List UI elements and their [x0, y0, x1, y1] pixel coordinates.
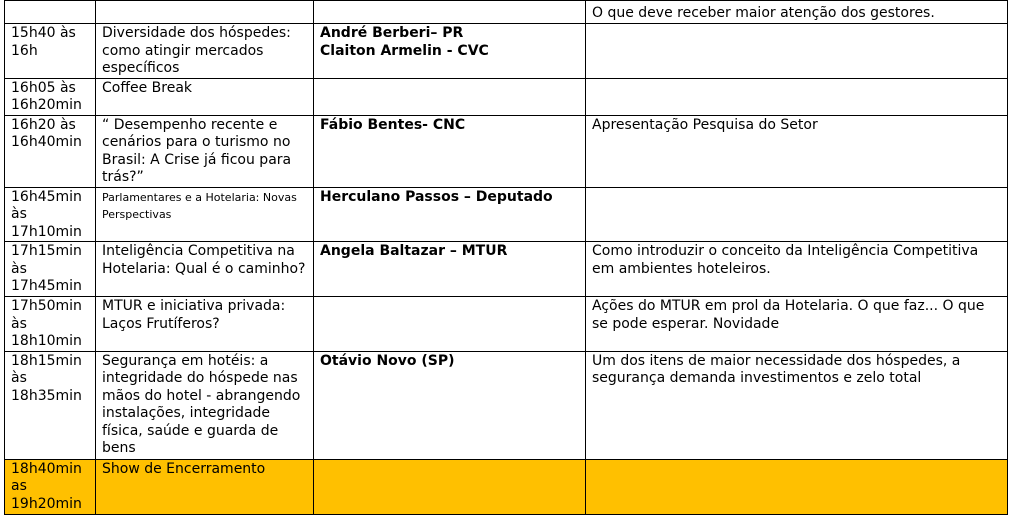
note-cell: O que deve receber maior atenção dos gestores. [586, 1, 1008, 24]
session-cell: “ Desempenho recente e cenários para o turismo no Brasil: A Crise já ficou para trás?” [96, 115, 314, 187]
time-cell: 17h15min às 17h45min [5, 242, 96, 297]
table-row [5, 297, 1008, 352]
speaker-cell: Angela Baltazar – MTUR [314, 242, 586, 297]
speaker-cell [314, 78, 586, 115]
table-row [5, 242, 1008, 297]
time-cell: 15h40 às 16h [5, 24, 96, 79]
session-cell: Coffee Break [96, 78, 314, 115]
note-cell [586, 459, 1008, 514]
note-cell: Apresentação Pesquisa do Setor [586, 115, 1008, 187]
time-cell: 18h15min às 18h35min [5, 351, 96, 459]
speaker-cell [314, 459, 586, 514]
session-cell: MTUR e iniciativa privada: Laços Frutíferos? [96, 297, 314, 352]
note-cell [586, 78, 1008, 115]
speaker-cell: André Berberi– PR Claiton Armelin - CVC [314, 24, 586, 79]
session-cell: Parlamentares e a Hotelaria: Novas Perspectivas [96, 187, 314, 242]
session-cell: Inteligência Competitiva na Hotelaria: Qual é o caminho? [96, 242, 314, 297]
speaker-cell [314, 297, 586, 352]
time-cell: 16h20 às 16h40min [5, 115, 96, 187]
speaker-cell: Fábio Bentes- CNC [314, 115, 586, 187]
note-cell: Ações do MTUR em prol da Hotelaria. O que faz... O que se pode esperar. Novidade [586, 297, 1008, 352]
note-cell [586, 24, 1008, 79]
speaker-cell [314, 1, 586, 24]
session-cell: Show de Encerramento [96, 459, 314, 514]
speaker-cell: Herculano Passos – Deputado [314, 187, 586, 242]
table-row [5, 187, 1008, 242]
table-row [5, 1, 1008, 24]
speaker-cell: Otávio Novo (SP) [314, 351, 586, 459]
time-cell: 16h05 às 16h20min [5, 78, 96, 115]
note-cell: Como introduzir o conceito da Inteligência Competitiva em ambientes hoteleiros. [586, 242, 1008, 297]
table-row [5, 115, 1008, 187]
table-row-highlighted [5, 459, 1008, 514]
note-cell: Um dos itens de maior necessidade dos hóspedes, a segurança demanda investimentos e zelo total [586, 351, 1008, 459]
time-cell [5, 1, 96, 24]
schedule-table [4, 0, 1008, 515]
table-row [5, 24, 1008, 79]
table-row [5, 351, 1008, 459]
time-cell: 18h40min as 19h20min [5, 459, 96, 514]
session-cell [96, 1, 314, 24]
table-row [5, 78, 1008, 115]
note-cell [586, 187, 1008, 242]
time-cell: 16h45min às 17h10min [5, 187, 96, 242]
session-cell: Segurança em hotéis: a integridade do hóspede nas mãos do hotel - abrangendo instalações, integridade física, saúde e guarda de bens [96, 351, 314, 459]
session-cell: Diversidade dos hóspedes: como atingir mercados específicos [96, 24, 314, 79]
time-cell: 17h50min às 18h10min [5, 297, 96, 352]
